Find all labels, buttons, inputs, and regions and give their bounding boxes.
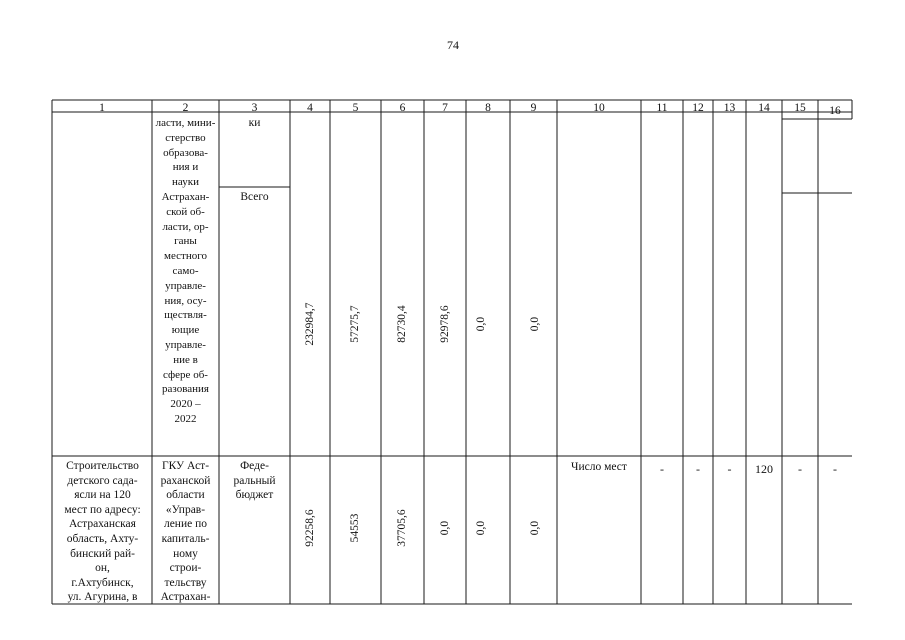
text-line: ральный: [233, 474, 276, 487]
text-line: ул. Агурина, в: [67, 591, 138, 604]
row1-value-col8: 0,0: [475, 316, 487, 332]
text-line: науки: [172, 176, 199, 189]
row1-value-col9: 0,0: [529, 316, 541, 332]
header-col-4: 4: [307, 102, 313, 114]
text-line: ясли на 120: [74, 489, 131, 502]
header-col-14: 14: [758, 102, 770, 114]
row2-funding-source: [219, 459, 290, 503]
header-col-2: 2: [182, 102, 189, 114]
text-line: «Управ-: [165, 503, 206, 516]
text-line: раханской: [160, 474, 211, 487]
header-col-6: 6: [399, 102, 406, 114]
text-line: капиталь-: [161, 532, 210, 545]
text-line: тельству: [164, 576, 207, 589]
text-line: само-: [172, 264, 199, 277]
header-col-9: 9: [530, 102, 537, 114]
text-line: ление по: [163, 518, 208, 531]
row1-value-col4: 232984,7: [304, 302, 316, 346]
row2-executor: [153, 459, 218, 605]
text-line: стерство: [165, 131, 206, 144]
header-col-5: 5: [352, 102, 359, 114]
row2-value-col6: 37705,6: [396, 509, 408, 547]
header-col-3: 3: [251, 102, 258, 114]
header-col-8: 8: [485, 102, 491, 114]
row1-value-col6: 82730,4: [396, 305, 408, 343]
row2-col11: -: [660, 462, 664, 476]
text-line: строи-: [169, 562, 202, 575]
header-col-15: 15: [794, 102, 806, 114]
text-line: область, Ахту-: [66, 532, 139, 545]
text-line: бинский рай-: [70, 547, 135, 560]
text-line: 2020 –: [170, 398, 201, 411]
row2-col16: -: [833, 462, 837, 476]
text-line: ному: [173, 547, 198, 560]
text-line: местного: [164, 250, 207, 263]
text-line: он,: [95, 562, 110, 575]
text-line: управле-: [165, 279, 206, 292]
text-line: детского сада-: [67, 474, 138, 487]
header-col-13: 13: [723, 102, 736, 114]
text-line: Астрахан-: [161, 190, 210, 203]
text-line: Строительство: [66, 460, 139, 472]
header-col-12: 12: [692, 102, 704, 114]
text-line: разования: [162, 383, 209, 396]
row1-source-total: Всего: [240, 191, 269, 203]
text-line: ществля-: [164, 309, 207, 322]
text-line: ния и: [172, 161, 199, 174]
text-line: ние в: [173, 353, 198, 366]
row2-col12: -: [696, 462, 700, 476]
text-line: мест по адресу:: [64, 503, 141, 516]
row1-value-col7: 92978,6: [439, 305, 451, 343]
text-line: бюджет: [235, 489, 274, 502]
header-col-7: 7: [442, 102, 448, 114]
row2-value-col7: 0,0: [439, 520, 451, 536]
row2-col14: 120: [755, 462, 773, 476]
text-line: области: [166, 489, 205, 502]
row2-value-col8: 0,0: [475, 520, 487, 536]
text-line: ской об-: [166, 205, 205, 218]
text-line: 2022: [174, 412, 197, 425]
text-line: Астрахан-: [160, 591, 211, 604]
text-line: сфере об-: [163, 368, 208, 381]
row1-executor: [153, 116, 218, 427]
header-col-16: 16: [829, 105, 841, 117]
text-line: управле-: [165, 338, 206, 351]
text-line: ния, осу-: [164, 294, 207, 307]
row2-indicator: Число мест: [571, 461, 627, 473]
text-line: Астраханская: [69, 518, 136, 531]
row1-value-col5: 57275,7: [349, 305, 361, 343]
text-line: ГКУ Аст-: [161, 460, 210, 472]
header-col-10: 10: [593, 102, 605, 114]
page-number: 74: [447, 38, 459, 52]
text-line: образова-: [163, 146, 208, 159]
row2-col13: -: [727, 462, 732, 476]
header-col-11: 11: [656, 102, 668, 114]
row2-value-col9: 0,0: [529, 520, 541, 536]
row2-value-col4: 92258,6: [304, 509, 316, 547]
row2-col15: -: [798, 462, 802, 476]
row2-object-name: [53, 459, 152, 605]
text-line: ганы: [174, 235, 197, 248]
text-line: г.Ахтубинск,: [71, 576, 134, 589]
text-line: ласти, мини-: [155, 117, 216, 129]
text-line: ющие: [171, 324, 200, 337]
text-line: ласти, ор-: [162, 220, 209, 233]
row2-value-col5: 54553: [349, 513, 361, 543]
header-col-1: 1: [99, 102, 105, 114]
text-line: Феде-: [240, 460, 269, 472]
row1-source-top: ки: [248, 117, 261, 129]
